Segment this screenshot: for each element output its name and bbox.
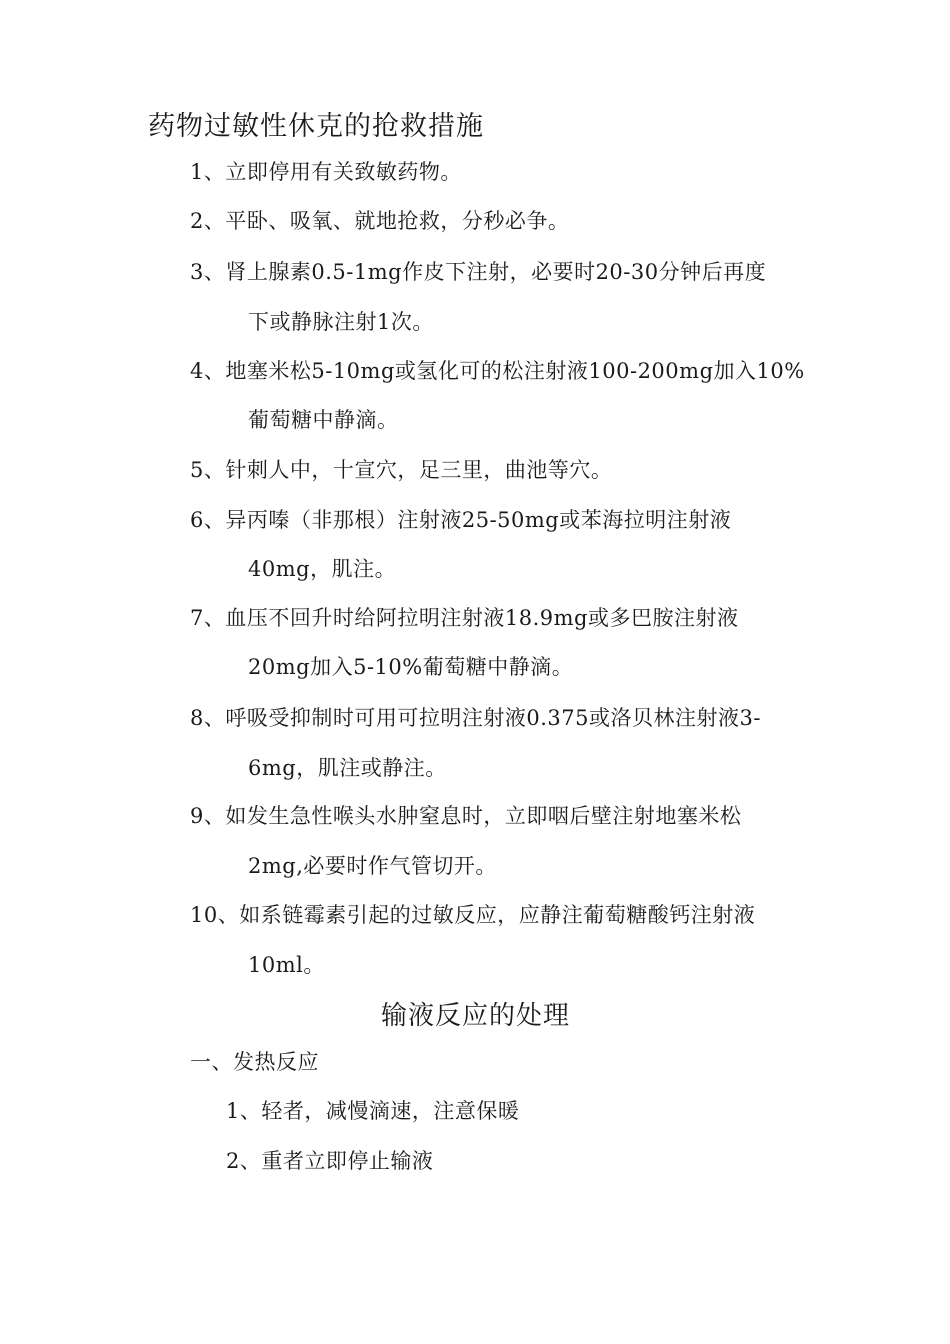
list-item: 5、针刺人中，十宣穴，足三里，曲池等穴。 [190,458,613,482]
list-item: 6、异丙嗪（非那根）注射液25-50mg或苯海拉明注射液 [190,508,732,532]
list-item: 4、地塞米松5-10mg或氢化可的松注射液100-200mg加入10% [190,359,805,383]
list-item: 2、平卧、吸氧、就地抢救，分秒必争。 [190,209,570,233]
list-item-continuation: 20mg加入5-10%葡萄糖中静滴。 [248,655,574,679]
list-item-continuation: 6mg，肌注或静注。 [248,756,447,780]
list-item: 9、如发生急性喉头水肿窒息时，立即咽后壁注射地塞米松 [190,804,742,828]
section-title: 输液反应的处理 [381,1001,571,1031]
list-item: 1、立即停用有关致敏药物。 [190,160,462,184]
page-title: 药物过敏性休克的抢救措施 [148,111,484,142]
list-item-continuation: 10ml。 [248,953,325,977]
list-item: 8、呼吸受抑制时可用可拉明注射液0.375或洛贝林注射液3- [190,706,761,730]
list-item-continuation: 2mg,必要时作气管切开。 [248,854,497,878]
list-item-continuation: 40mg，肌注。 [248,557,397,581]
list-item: 1、轻者，减慢滴速，注意保暖 [226,1099,520,1123]
list-item-continuation: 葡萄糖中静滴。 [248,408,399,432]
list-item: 10、如系链霉素引起的过敏反应，应静注葡萄糖酸钙注射液 [190,903,756,927]
list-item: 7、血压不回升时给阿拉明注射液18.9mg或多巴胺注射液 [190,606,739,630]
section-subheading: 一、发热反应 [190,1050,319,1074]
list-item: 2、重者立即停止输液 [226,1149,434,1173]
list-item: 3、肾上腺素0.5-1mg作皮下注射，必要时20-30分钟后再度 [190,260,767,284]
list-item-continuation: 下或静脉注射1次。 [248,310,434,334]
